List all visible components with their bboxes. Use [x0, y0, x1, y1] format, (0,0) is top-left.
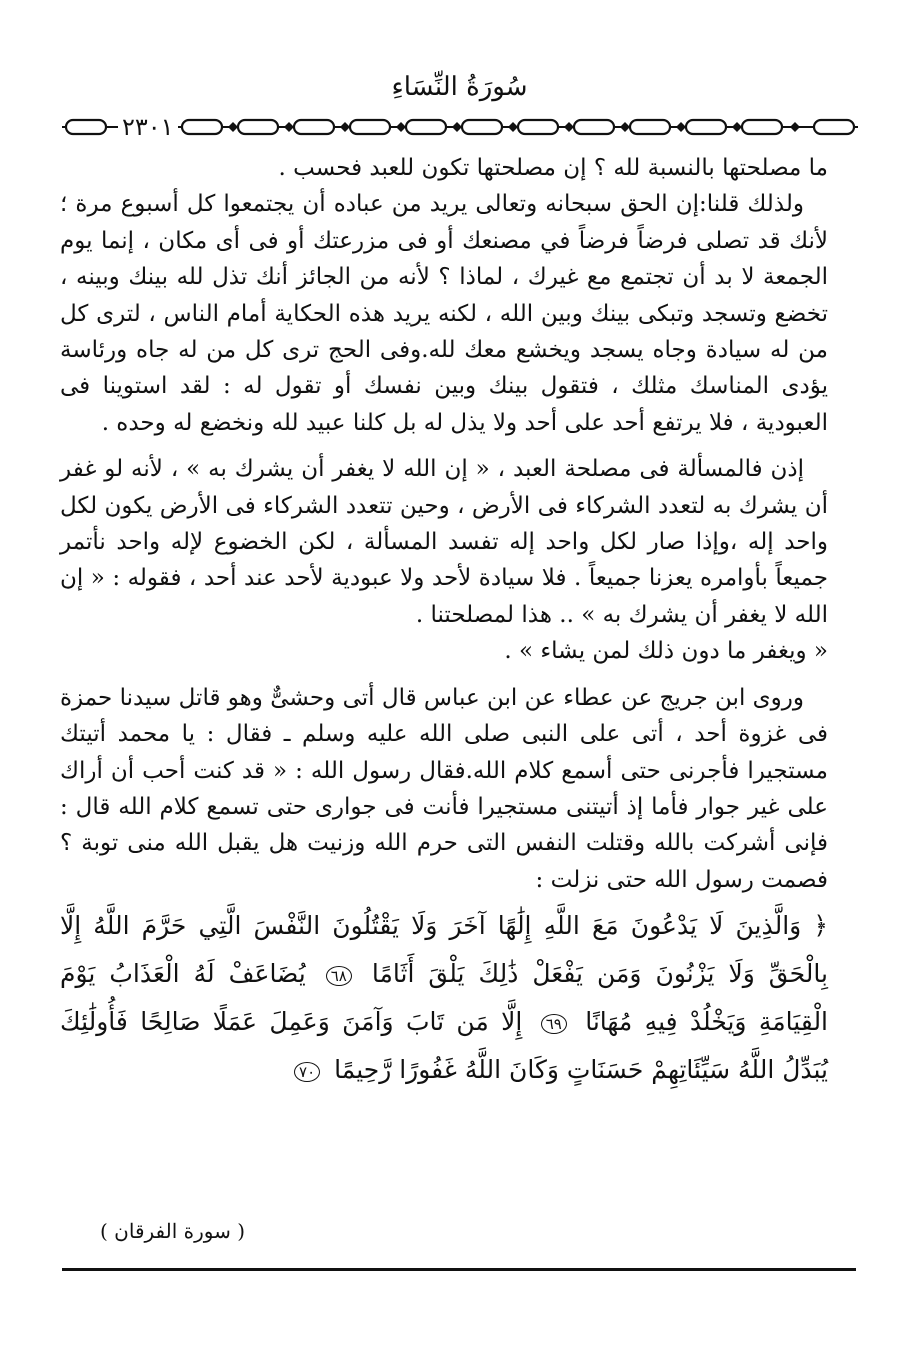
verse-number-marker: ٧٠ — [294, 1062, 320, 1082]
verse-text-68: ﴿ وَالَّذِينَ لَا يَدْعُونَ مَعَ اللَّهِ إِلَٰهًا آخَرَ وَلَا يَقْتُلُونَ النَّفْسَ الَّتِي حَرَّمَ اللَّهُ إِلَّا بِالْحَقِّ وَلَا يَزْنُونَ وَمَن يَفْعَلْ ذَٰلِكَ يَلْقَ أَثَامًا — [60, 911, 828, 989]
paragraph-3: إذن فالمسألة فى مصلحة العبد ، « إن الله لا يغفر أن يشرك به » ، لأنه لو غفر أن يشرك به لتعدد الشركاء فى الأرض ، وحين تتعدد الشركاء فى الأرض يكون لكل واحد إله ،وإذا صار لكل واحد إله تفسد المسألة ، لكن الخضوع لإله واحد نأتمر جميعاً بأوامره يعزنا جميعاً . فلا سيادة لأحد ولا عبودية لأحد عند أحد ، فقوله : « إن الله لا يغفر أن يشرك به » .. هذا لمصلحتنا . — [60, 456, 828, 628]
paragraph-1: ما مصلحتها بالنسبة لله ؟ إن مصلحتها تكون للعبد فحسب . — [278, 155, 828, 181]
paragraph-2: ولذلك قلنا:إن الحق سبحانه وتعالى يريد من عباده أن يجتمعوا كل أسبوع مرة ؛ لأنك قد تصلى فرضاً فرضاً في مصنعك أو فى مزرعتك أو فى أى مكان ، إنما يوم الجمعة لا بد أن تجتمع مع غيرك ، لماذا ؟ لأنه من الجائز أنك تذل لله بينك وبينه ، تخضع وتسجد وتبكى بينك وبين الله ، لكنه يريد هذه الحكاية أمام الناس ، لترى كل من له سيادة وجاه يسجد ويخشع معك لله.وفى الحج ترى كل من له جاه ورئاسة يؤدى المناسك مثلك ، فتقول بينك وبين نفسك أو تقول له : لقد استوينا فى العبودية ، فلا يرتفع أحد على أحد ولا يذل له بل كلنا عبيد لله ونخضع له وحده . — [60, 191, 828, 436]
verse-number-marker: ٦٩ — [541, 1014, 567, 1034]
page-body — [60, 150, 828, 1094]
verse-text-70: إِلَّا مَن تَابَ وَآمَنَ وَعَمِلَ عَمَلًا صَالِحًا فَأُولَٰئِكَ يُبَدِّلُ اللَّهُ سَيِّئَاتِهِمْ حَسَنَاتٍ وَكَانَ اللَّهُ غَفُورًا رَّحِيمًا — [60, 1007, 828, 1085]
quran-verse-block — [60, 902, 828, 1094]
verse-text-69: يُضَاعَفْ لَهُ الْعَذَابُ يَوْمَ الْقِيَامَةِ وَيَخْلُدْ فِيهِ مُهَانًا — [60, 959, 829, 1037]
paragraph-5: وروى ابن جريج عن عطاء عن ابن عباس قال أتى وحشىٌّ وهو قاتل سيدنا حمزة فى غزوة أحد ، أتى على النبى صلى الله عليه وسلم ـ فقال : يا محمد أتيتك مستجيرا فأجرنى حتى أسمع كلام الله.فقال رسول الله : « قد كنت أحب أن أراك على غير جوار فأما إذ أتيتنى مستجيرا فأنت فى جوارى حتى تسمع كلام الله قال : فإنى أشركت بالله وقتلت النفس التى حرم الله وزنيت هل يقبل الله منى توبة ؟ فصمت رسول الله حتى نزلت : — [60, 684, 828, 893]
page-number: ٢٣٠١ — [118, 113, 178, 141]
ornamental-header-rule — [62, 112, 858, 142]
footer-rule — [62, 1268, 856, 1271]
surah-reference: ( سورة الفرقان ) — [100, 1219, 246, 1243]
paragraph-4: « ويغفر ما دون ذلك لمن يشاء » . — [504, 638, 828, 665]
verse-number-marker: ٦٨ — [326, 966, 352, 986]
surah-header-title: سُورَةُ النِّسَاءِ — [391, 72, 528, 102]
